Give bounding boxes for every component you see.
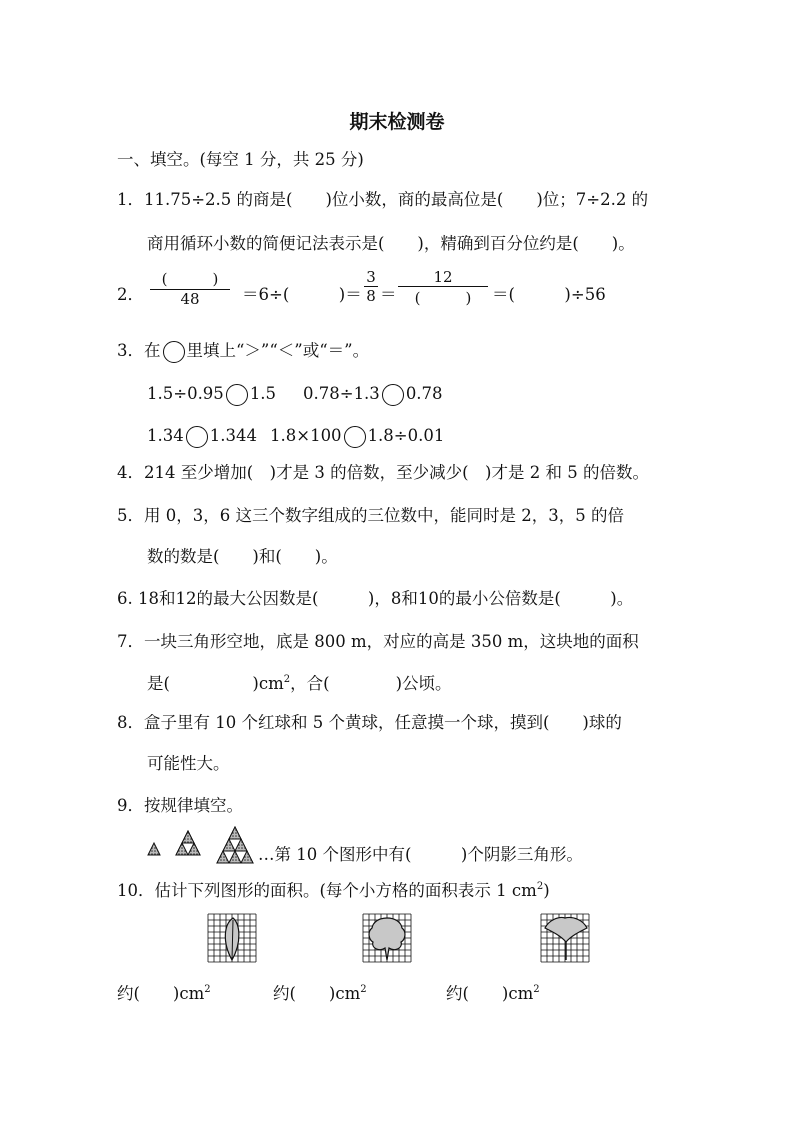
answer-1-text: 约( )cm <box>117 984 205 1003</box>
question-2-equation-3: ＝( )÷56 <box>492 285 606 304</box>
question-9-line-1: 9．按规律填空。 <box>117 796 243 815</box>
question-3-intro-a: 3．在 <box>117 341 161 360</box>
item-d-left: 1.8×100 <box>270 426 342 445</box>
answer-3 <box>446 983 540 1008</box>
question-3-item-d <box>270 425 444 448</box>
question-1-line-2: 商用循环小数的简便记法表示是( )，精确到百分位约是( )。 <box>147 234 635 253</box>
question-3-item-b <box>303 383 443 406</box>
answer-circle-icon[interactable] <box>186 426 208 448</box>
item-b-right: 0.78 <box>405 384 443 403</box>
blank-circle-icon <box>163 341 185 363</box>
question-10-line-1b: ) <box>543 881 550 900</box>
page-title: 期末检测卷 <box>349 111 445 133</box>
fraction-2-denominator: 8 <box>364 286 378 305</box>
answer-3-text: 约( )cm <box>446 984 534 1003</box>
answer-2 <box>273 983 367 1008</box>
superscript: 2 <box>360 984 367 995</box>
ginkgo-grid-figure <box>539 912 591 964</box>
question-8-line-2: 可能性大。 <box>147 754 230 773</box>
superscript: 2 <box>533 984 540 995</box>
question-3-intro <box>117 340 369 363</box>
fraction-3-denominator: ( ) <box>398 286 488 308</box>
fraction-1 <box>150 268 230 308</box>
question-7-line-2a: 是( )cm <box>147 674 284 693</box>
item-c-left: 1.34 <box>147 426 184 445</box>
question-9-line-2: …第 10 个图形中有( )个阴影三角形。 <box>258 845 583 864</box>
fraction-3 <box>398 268 488 308</box>
question-3-item-c <box>147 425 257 448</box>
maple-leaf-icon <box>369 918 405 960</box>
superscript: 2 <box>536 881 544 892</box>
question-3-intro-b: 里填上“＞”“＜”或“＝”。 <box>186 341 370 360</box>
question-1-line-1: 1．11.75÷2.5 的商是( )位小数，商的最高位是( )位；7÷2.2 的 <box>117 190 649 209</box>
section-heading: 一、填空。(每空 1 分，共 25 分) <box>117 150 364 169</box>
fraction-2 <box>364 268 378 305</box>
fraction-1-denominator: 48 <box>150 289 230 308</box>
triangle-figure-3-icon <box>217 827 253 863</box>
answer-2-text: 约( )cm <box>273 984 361 1003</box>
answer-1 <box>117 983 211 1008</box>
triangle-figure-2-icon <box>176 831 200 855</box>
question-2-number: 2． <box>117 285 144 304</box>
question-5-line-1: 5．用 0，3，6 这三个数字组成的三位数中，能同时是 2，3，5 的倍 <box>117 506 624 525</box>
item-c-right: 1.344 <box>209 426 257 445</box>
question-3-item-a <box>147 383 276 406</box>
question-2-equation-1: ＝6÷( )＝ <box>242 285 362 304</box>
tree-leaf-grid-figure <box>361 912 413 964</box>
question-10-line-1 <box>117 880 550 905</box>
question-7-line-1: 7．一块三角形空地，底是 800 m，对应的高是 350 m，这块地的面积 <box>117 632 639 651</box>
question-5-line-2: 数的数是( )和( )。 <box>147 547 338 566</box>
question-7-line-2 <box>147 673 452 698</box>
fraction-1-numerator: ( ) <box>161 270 219 288</box>
question-2-equation-2: ＝ <box>380 285 397 304</box>
triangle-pattern-figure <box>145 826 265 866</box>
item-a-right: 1.5 <box>249 384 277 403</box>
answer-circle-icon[interactable] <box>382 384 404 406</box>
item-a-left: 1.5÷0.95 <box>147 384 224 403</box>
superscript: 2 <box>283 674 291 685</box>
answer-circle-icon[interactable] <box>344 426 366 448</box>
fraction-2-numerator: 3 <box>366 268 376 286</box>
question-7-line-2b: ，合( )公顷。 <box>290 674 452 693</box>
question-10-line-1a: 10．估计下列图形的面积。(每个小方格的面积表示 1 cm <box>117 881 537 900</box>
superscript: 2 <box>204 984 211 995</box>
item-d-right: 1.8÷0.01 <box>367 426 445 445</box>
item-b-left: 0.78÷1.3 <box>303 384 380 403</box>
answer-circle-icon[interactable] <box>226 384 248 406</box>
fraction-3-numerator: 12 <box>433 268 453 286</box>
leaf-grid-figure <box>206 912 258 964</box>
question-8-line-1: 8．盒子里有 10 个红球和 5 个黄球，任意摸一个球，摸到( )球的 <box>117 713 622 732</box>
question-6: 6. 18和12的最大公因数是( )，8和10的最小公倍数是( )。 <box>117 589 634 608</box>
question-4: 4．214 至少增加( )才是 3 的倍数，至少减少( )才是 2 和 5 的倍数。 <box>117 463 649 482</box>
triangle-figure-1-icon <box>148 843 160 855</box>
